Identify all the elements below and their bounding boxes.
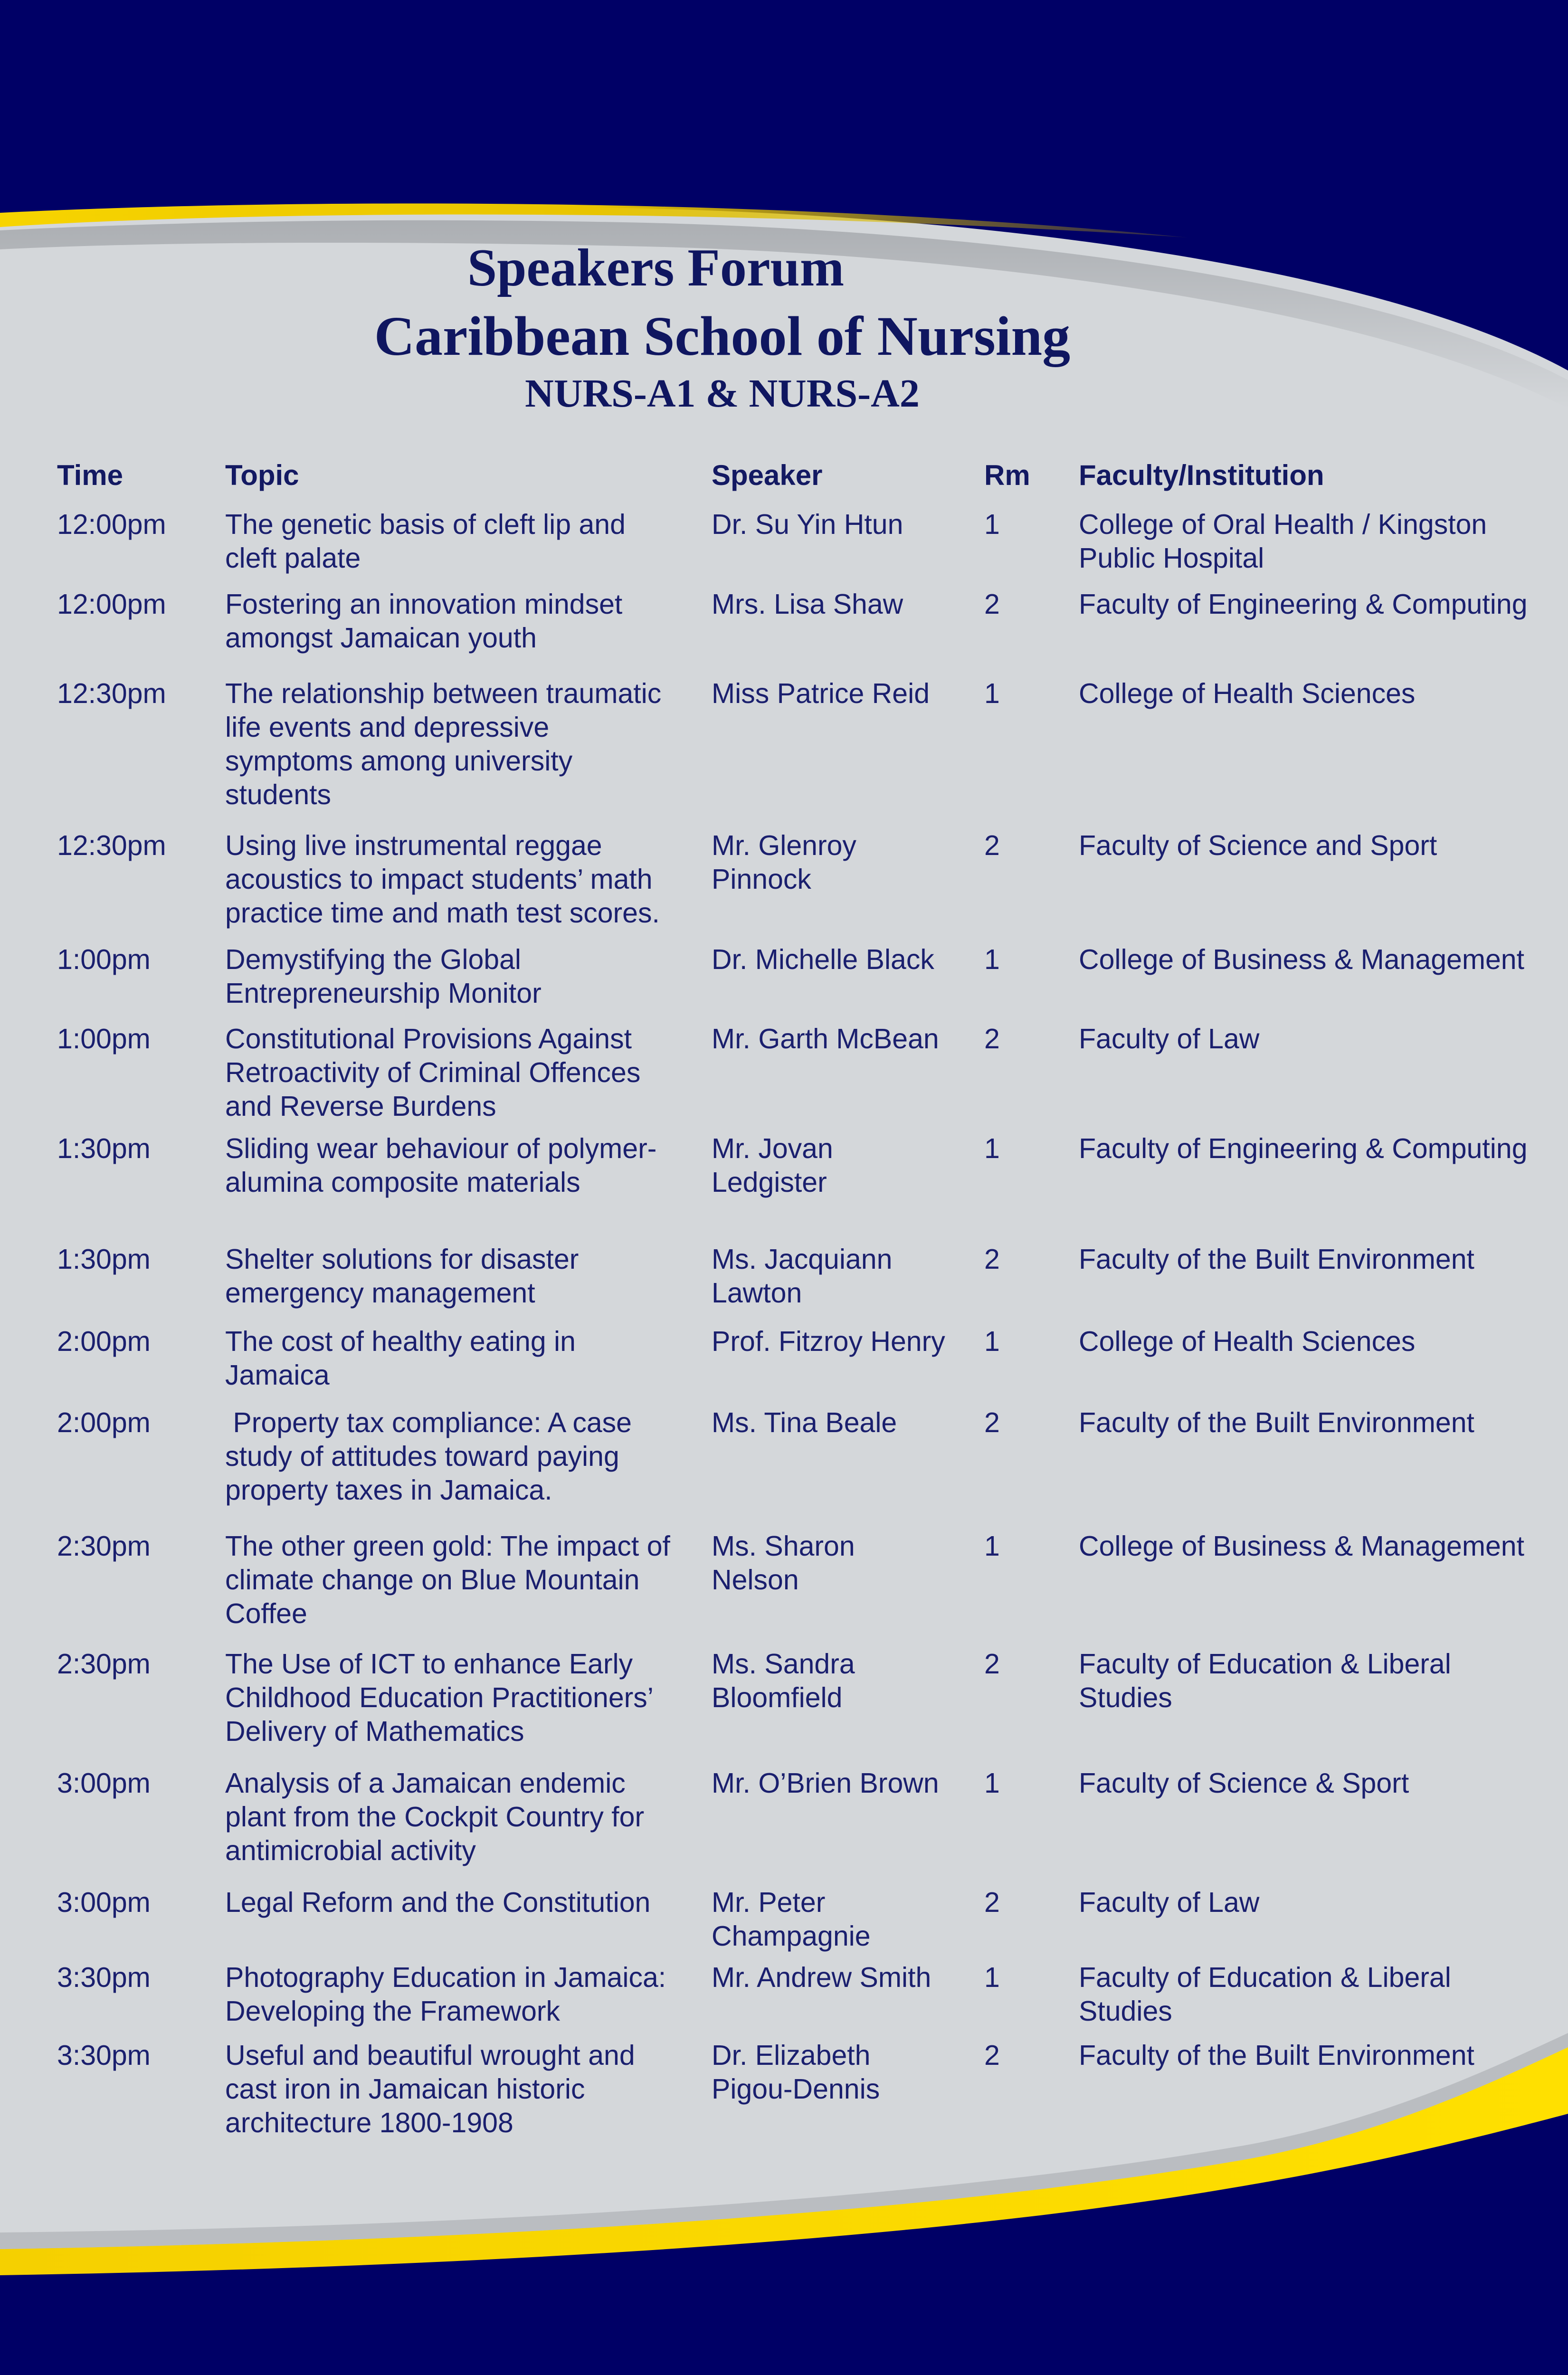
row-faculty: Faculty of Engineering & Computing bbox=[1079, 589, 1528, 620]
row-topic: The genetic basis of cleft lip and cleft palate bbox=[225, 509, 626, 574]
row-topic: Shelter solutions for disaster emergency management bbox=[225, 1244, 579, 1309]
row-speaker: Mrs. Lisa Shaw bbox=[712, 589, 903, 620]
row-time: 2:30pm bbox=[57, 1530, 151, 1562]
row-speaker: Ms. Sandra Bloomfield bbox=[712, 1648, 855, 1713]
poster-course-codes: NURS-A1 & NURS-A2 bbox=[525, 371, 920, 416]
row-speaker: Mr. Garth McBean bbox=[712, 1023, 939, 1054]
row-time: 1:30pm bbox=[57, 1133, 151, 1164]
row-time: 3:00pm bbox=[57, 1767, 151, 1799]
row-room: 2 bbox=[984, 1407, 1000, 1438]
row-faculty: College of Oral Health / Kingston Public Hospital bbox=[1079, 509, 1487, 574]
row-room: 1 bbox=[984, 944, 1000, 975]
row-room: 2 bbox=[984, 1244, 1000, 1275]
row-room: 1 bbox=[984, 509, 1000, 540]
row-speaker: Mr. Glenroy Pinnock bbox=[712, 830, 856, 895]
row-speaker: Ms. Sharon Nelson bbox=[712, 1530, 855, 1596]
row-faculty: Faculty of the Built Environment bbox=[1079, 1407, 1474, 1438]
row-room: 1 bbox=[984, 1326, 1000, 1357]
poster-subtitle: Caribbean School of Nursing bbox=[374, 305, 1071, 367]
row-room: 2 bbox=[984, 589, 1000, 620]
row-room: 2 bbox=[984, 1887, 1000, 1918]
row-room: 2 bbox=[984, 1648, 1000, 1680]
row-topic: The cost of healthy eating in Jamaica bbox=[225, 1326, 576, 1391]
row-time: 12:30pm bbox=[57, 830, 166, 861]
row-speaker: Prof. Fitzroy Henry bbox=[712, 1326, 945, 1357]
row-topic: Analysis of a Jamaican endemic plant from the Cockpit Country for antimicrobial activity bbox=[225, 1767, 645, 1866]
row-faculty: Faculty of Engineering & Computing bbox=[1079, 1133, 1528, 1164]
column-header-faculty: Faculty/Institution bbox=[1079, 459, 1324, 491]
row-time: 3:30pm bbox=[57, 2040, 151, 2071]
row-time: 1:00pm bbox=[57, 944, 151, 975]
row-speaker: Miss Patrice Reid bbox=[712, 678, 930, 709]
row-topic: The Use of ICT to enhance Early Childhood Education Practitioners’ Delivery of Mathematics bbox=[225, 1648, 654, 1747]
column-header-time: Time bbox=[57, 459, 123, 491]
row-time: 12:00pm bbox=[57, 509, 166, 540]
row-faculty: Faculty of Education & Liberal Studies bbox=[1079, 1648, 1451, 1713]
row-time: 12:30pm bbox=[57, 678, 166, 709]
row-time: 3:30pm bbox=[57, 1962, 151, 1993]
row-room: 1 bbox=[984, 678, 1000, 709]
row-topic: Constitutional Provisions Against Retroactivity of Criminal Offences and Reverse Burdens bbox=[225, 1023, 641, 1122]
row-time: 3:00pm bbox=[57, 1887, 151, 1918]
poster-title: Speakers Forum bbox=[467, 238, 845, 297]
column-header-topic: Topic bbox=[225, 459, 299, 491]
row-faculty: Faculty of Law bbox=[1079, 1887, 1260, 1918]
row-topic: Property tax compliance: A case study of attitudes toward paying property taxes in Jamaica. bbox=[225, 1407, 632, 1506]
row-room: 2 bbox=[984, 1023, 1000, 1054]
row-faculty: Faculty of Education & Liberal Studies bbox=[1079, 1962, 1451, 2027]
row-time: 2:30pm bbox=[57, 1648, 151, 1680]
row-topic: The relationship between traumatic life events and depressive symptoms among university students bbox=[225, 678, 662, 810]
row-room: 1 bbox=[984, 1133, 1000, 1164]
row-time: 1:30pm bbox=[57, 1244, 151, 1275]
row-room: 2 bbox=[984, 2040, 1000, 2071]
row-topic: Photography Education in Jamaica: Developing the Framework bbox=[225, 1962, 666, 2027]
row-time: 2:00pm bbox=[57, 1326, 151, 1357]
row-faculty: Faculty of Science & Sport bbox=[1079, 1767, 1409, 1799]
row-topic: Legal Reform and the Constitution bbox=[225, 1887, 651, 1918]
row-speaker: Dr. Elizabeth Pigou-Dennis bbox=[712, 2040, 880, 2105]
row-faculty: College of Health Sciences bbox=[1079, 678, 1416, 709]
row-room: 2 bbox=[984, 830, 1000, 861]
row-faculty: College of Business & Management bbox=[1079, 944, 1524, 975]
row-time: 2:00pm bbox=[57, 1407, 151, 1438]
row-speaker: Mr. Jovan Ledgister bbox=[712, 1133, 833, 1198]
row-faculty: College of Business & Management bbox=[1079, 1530, 1524, 1562]
row-faculty: Faculty of the Built Environment bbox=[1079, 1244, 1474, 1275]
row-topic: Demystifying the Global Entrepreneurship Monitor bbox=[225, 944, 542, 1009]
row-speaker: Ms. Jacquiann Lawton bbox=[712, 1244, 893, 1309]
row-topic: Useful and beautiful wrought and cast iron in Jamaican historic architecture 1800-1908 bbox=[225, 2040, 635, 2138]
row-topic: Using live instrumental reggae acoustics to impact students’ math practice time and math test scores. bbox=[225, 830, 660, 929]
row-room: 1 bbox=[984, 1767, 1000, 1799]
row-topic: Sliding wear behaviour of polymer- alumina composite materials bbox=[225, 1133, 657, 1198]
row-faculty: Faculty of Science and Sport bbox=[1079, 830, 1437, 861]
row-speaker: Mr. O’Brien Brown bbox=[712, 1767, 939, 1799]
row-faculty: Faculty of the Built Environment bbox=[1079, 2040, 1474, 2071]
column-header-speaker: Speaker bbox=[712, 459, 823, 491]
row-room: 1 bbox=[984, 1530, 1000, 1562]
row-speaker: Ms. Tina Beale bbox=[712, 1407, 897, 1438]
row-speaker: Mr. Peter Champagnie bbox=[712, 1887, 871, 1952]
row-topic: The other green gold: The impact of climate change on Blue Mountain Coffee bbox=[225, 1530, 670, 1629]
row-faculty: Faculty of Law bbox=[1079, 1023, 1260, 1054]
row-room: 1 bbox=[984, 1962, 1000, 1993]
row-speaker: Dr. Michelle Black bbox=[712, 944, 934, 975]
row-time: 1:00pm bbox=[57, 1023, 151, 1054]
column-header-room: Rm bbox=[984, 459, 1030, 491]
row-time: 12:00pm bbox=[57, 589, 166, 620]
row-topic: Fostering an innovation mindset amongst Jamaican youth bbox=[225, 589, 623, 654]
row-speaker: Mr. Andrew Smith bbox=[712, 1962, 931, 1993]
row-faculty: College of Health Sciences bbox=[1079, 1326, 1416, 1357]
row-speaker: Dr. Su Yin Htun bbox=[712, 509, 903, 540]
